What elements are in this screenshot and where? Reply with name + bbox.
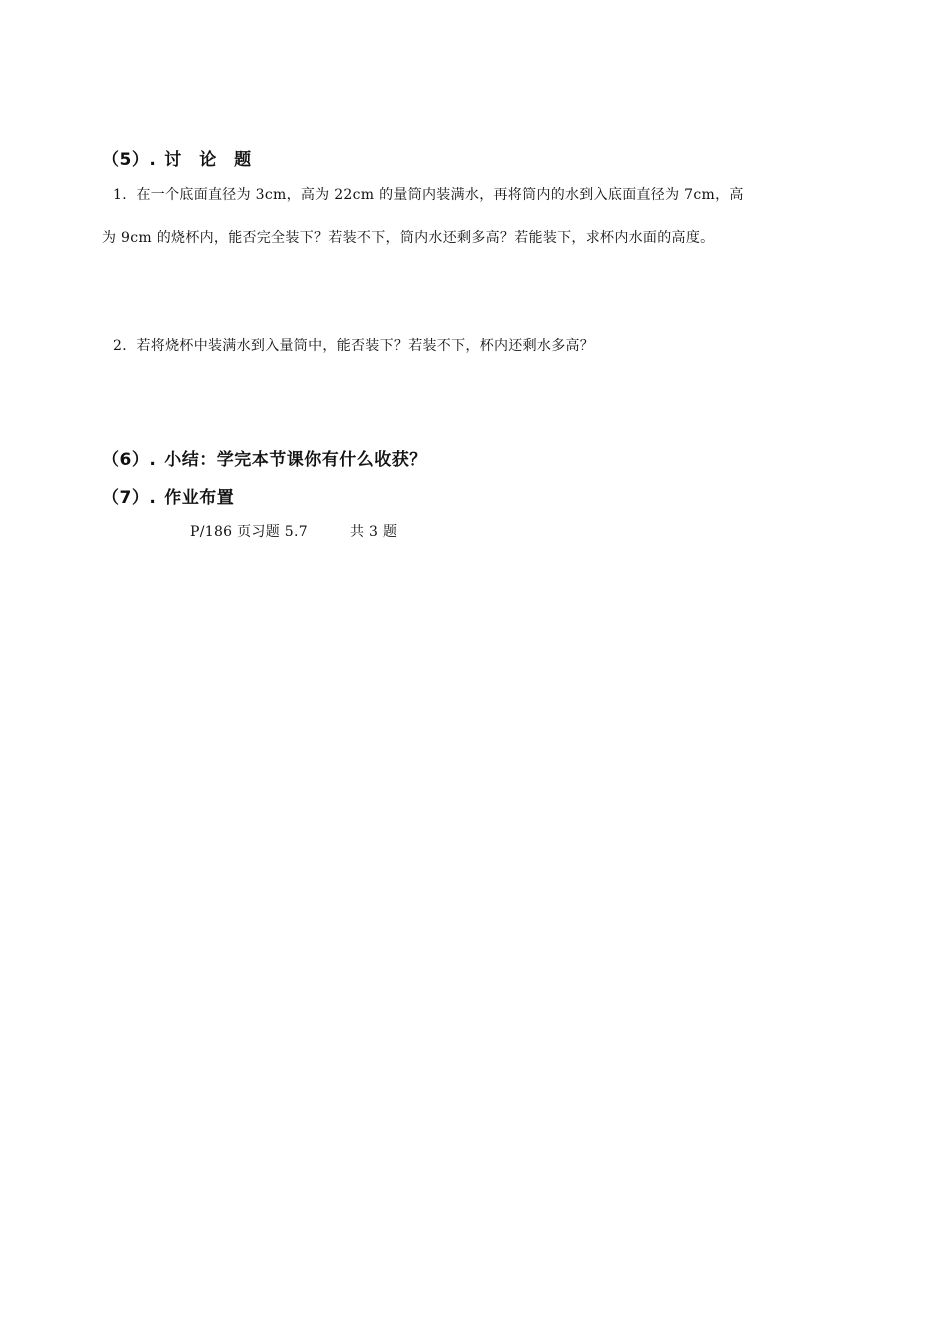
section-5-title: 讨 论 题: [164, 150, 258, 170]
section-5-number: （5）.: [102, 150, 157, 170]
section-7-number: （7）.: [102, 488, 157, 508]
question-1-line-1: 1．在一个底面直径为 3cm，高为 22cm 的量筒内装满水，再将筒内的水到入底面直径为 7cm，高: [113, 187, 744, 203]
question-1-line-2: 为 9cm 的烧杯内，能否完全装下？若装不下，筒内水还剩多高？若能装下，求杯内水面的高度。: [102, 230, 715, 246]
section-5-heading: [102, 145, 257, 170]
section-7-title: 作业布置: [164, 488, 235, 508]
section-6-heading: [102, 445, 427, 470]
question-2: 2．若将烧杯中装满水到入量筒中，能否装下？若装不下，杯内还剩水多高？: [113, 338, 595, 354]
homework-exercise: P/186 页习题 5.7: [190, 524, 308, 540]
homework-assignment: [190, 521, 397, 541]
section-7-heading: [102, 483, 234, 508]
section-6-title: 小结：学完本节课你有什么收获？: [164, 450, 427, 470]
section-6-number: （6）.: [102, 450, 157, 470]
homework-count: 共 3 题: [349, 524, 398, 540]
